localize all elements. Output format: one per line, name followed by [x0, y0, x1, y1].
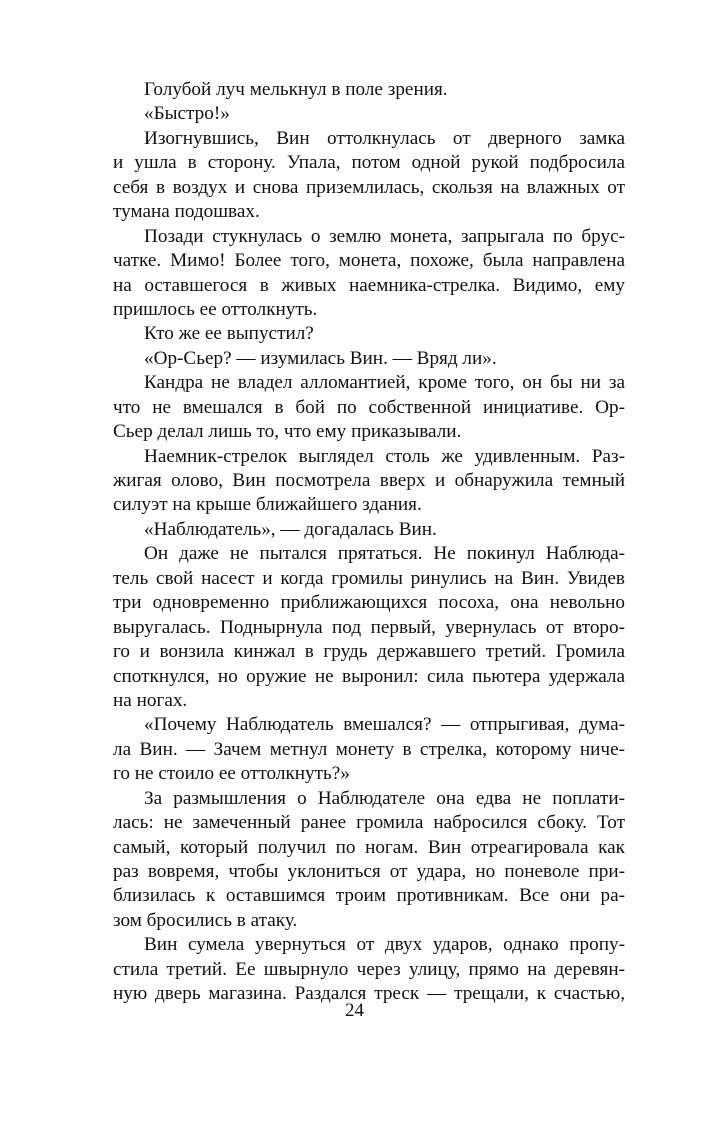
text-line: «Наблюдатель», — догадалась Вин. [144, 518, 437, 540]
text-line: го и вонзила кинжал в грудь державшего третий. Громила [113, 641, 625, 663]
text-line: и ушла в сторону. Упала, потом одной рукой подбросила [113, 152, 625, 174]
text-line: жигая олово, Вин посмотрела вверх и обнаружила темный [113, 470, 625, 491]
text-line: Изогнувшись, Вин оттолкнулась от дверного замка [144, 127, 625, 149]
text-line: зом бросились в атаку. [113, 909, 298, 931]
text-line: «Быстро!» [144, 103, 230, 125]
text-line: выругалась. Поднырнула под первый, увернулась от второ- [113, 616, 625, 638]
text-line: ла Вин. — Зачем метнул монету в стрелка, которому ниче- [113, 738, 625, 760]
text-line: стила третий. Ее швырнуло через улицу, прямо на деревян- [113, 958, 625, 980]
text-line: «Почему Наблюдатель вмешался? — отпрыгивая, дума- [144, 714, 625, 736]
text-line: Кто же ее выпустил? [144, 323, 314, 345]
text-line: Голубой луч мелькнул в поле зрения. [144, 79, 448, 100]
text-line: Кандра не владел алломантией, кроме того, он бы ни за [144, 372, 625, 394]
text-line: близилась к оставшимся троим противникам. Все они ра- [113, 885, 625, 907]
text-line: что не вмешался в бой по собственной инициативе. Ор- [113, 396, 625, 418]
text-line: Сьер делал лишь то, что ему приказывали. [113, 421, 462, 443]
text-line: ную дверь магазина. Раздался треск — трещали, к счастью, [113, 983, 625, 1005]
text-line: лась: не замеченный ранее громила набросился сбоку. Тот [113, 812, 625, 834]
text-line: чатке. Мимо! Более того, монета, похоже, была направлена [113, 250, 625, 272]
text-line: на оставшегося в живых наемника-стрелка. Видимо, ему [113, 274, 625, 296]
text-line: себя в воздух и снова приземлилась, скользя на влажных от [113, 176, 625, 198]
body-text [113, 78, 625, 1007]
text-line: Вин сумела увернуться от двух ударов, однако пропу- [144, 934, 625, 956]
page-number: 24 [345, 1000, 364, 1021]
text-line: Он даже не пытался прятаться. Не покинул Наблюда- [144, 543, 625, 565]
text-line: тумана подошвах. [113, 201, 260, 223]
text-line: самый, который получил по ногам. Вин отреагировала как [113, 836, 625, 858]
text-line: го не стоило ее оттолкнуть?» [113, 763, 350, 785]
text-line: раз вовремя, чтобы уклониться от удара, но поневоле при- [113, 861, 625, 882]
text-line: силуэт на крыше ближайшего здания. [113, 494, 422, 516]
text-line: тель свой насест и когда громилы ринулись на Вин. Увидев [113, 567, 625, 589]
text-line: Позади стукнулась о землю монета, запрыгала по брус- [144, 225, 625, 247]
text-line: «Ор-Сьер? — изумилась Вин. — Вряд ли». [144, 347, 497, 369]
text-line: три одновременно приближающихся посоха, она невольно [113, 592, 625, 614]
text-line: на ногах. [113, 689, 188, 711]
text-line: За размышления о Наблюдателе она едва не поплати- [144, 787, 625, 809]
text-line: Наемник-стрелок выглядел столь же удивленным. Раз- [144, 445, 625, 467]
text-line: споткнулся, но оружие не выронил: сила пьютера удержала [113, 665, 625, 687]
text-line: пришлось ее оттолкнуть. [113, 298, 318, 320]
